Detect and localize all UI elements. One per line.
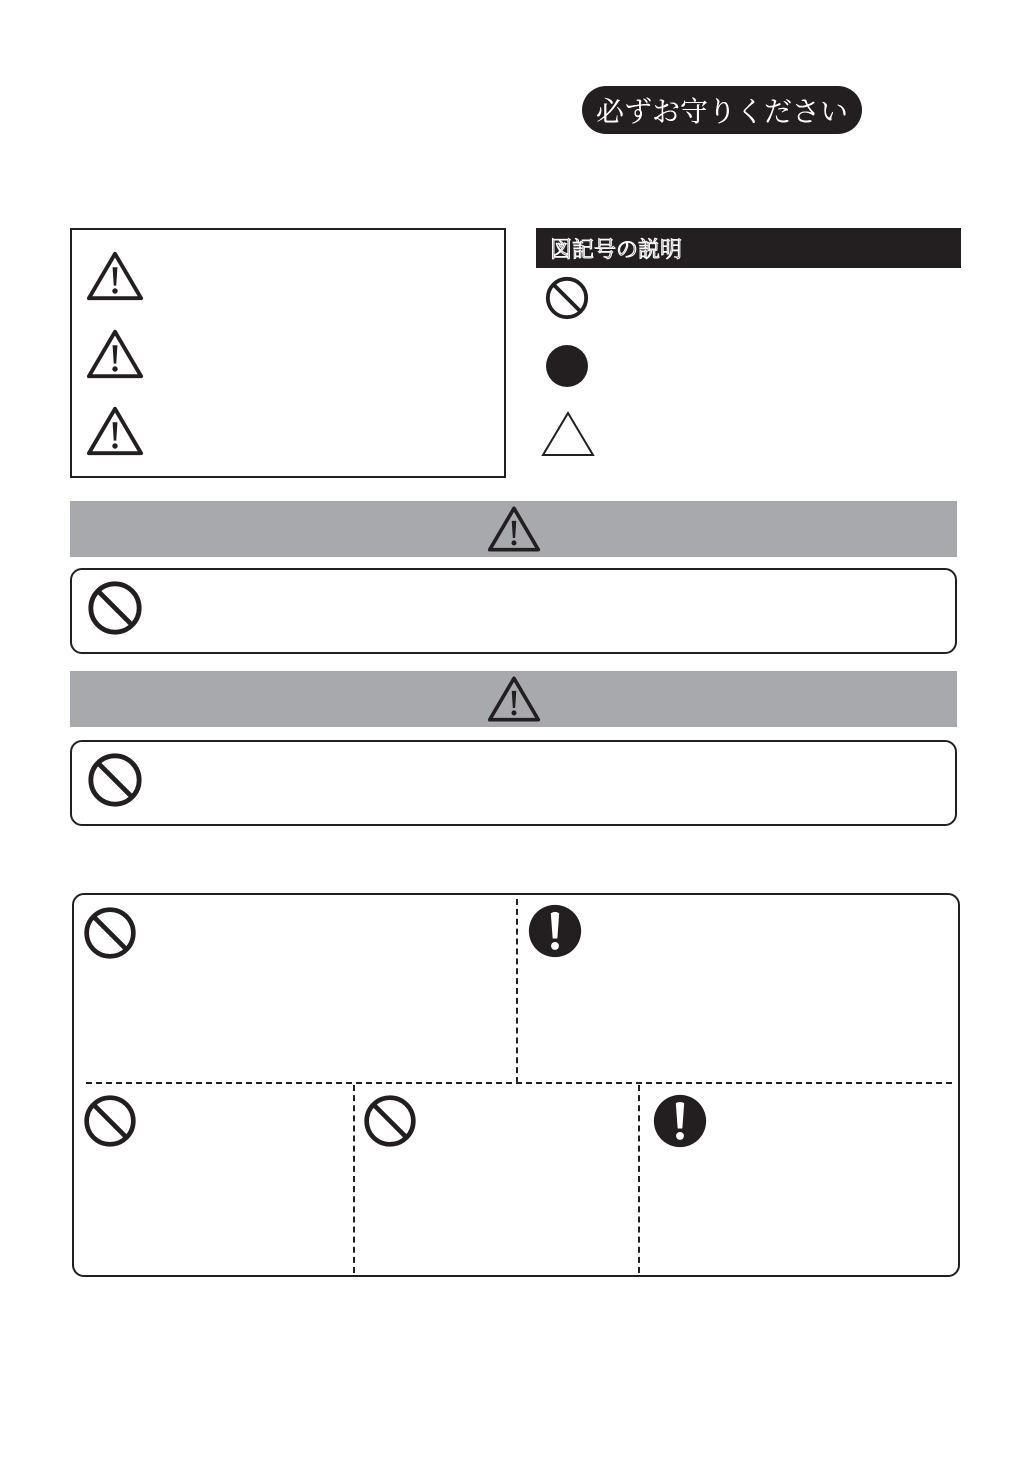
warning-triangle-icon [487, 675, 541, 723]
prohibition-icon [86, 751, 144, 809]
grid-divider [638, 1085, 640, 1273]
signal-word-box [70, 228, 506, 478]
instruction-grid [72, 893, 960, 1277]
mandatory-action-icon [545, 344, 589, 388]
caution-bar [70, 671, 957, 727]
prohibition-icon [86, 579, 144, 637]
grid-divider [353, 1085, 355, 1273]
page-title: 必ずお守りください [595, 95, 848, 128]
mandatory-action-icon [527, 903, 583, 959]
prohibition-icon [362, 1093, 418, 1149]
mandatory-action-icon [652, 1093, 708, 1149]
prohibition-icon [82, 905, 138, 961]
symbol-legend-heading [536, 228, 961, 268]
warning-bar [70, 501, 957, 557]
grid-divider [516, 899, 518, 1083]
warning-triangle-icon [86, 328, 144, 380]
prohibition-icon [82, 1093, 138, 1149]
caution-panel [70, 740, 957, 826]
warning-triangle-icon [86, 250, 144, 302]
grid-divider [86, 1082, 952, 1084]
warning-triangle-icon [487, 505, 541, 553]
caution-triangle-icon [541, 410, 595, 458]
prohibition-icon [544, 275, 590, 321]
symbol-legend-title: 図記号の説明 [550, 237, 683, 263]
warning-panel [70, 568, 957, 654]
warning-triangle-icon [86, 405, 144, 457]
title-badge [582, 86, 862, 134]
